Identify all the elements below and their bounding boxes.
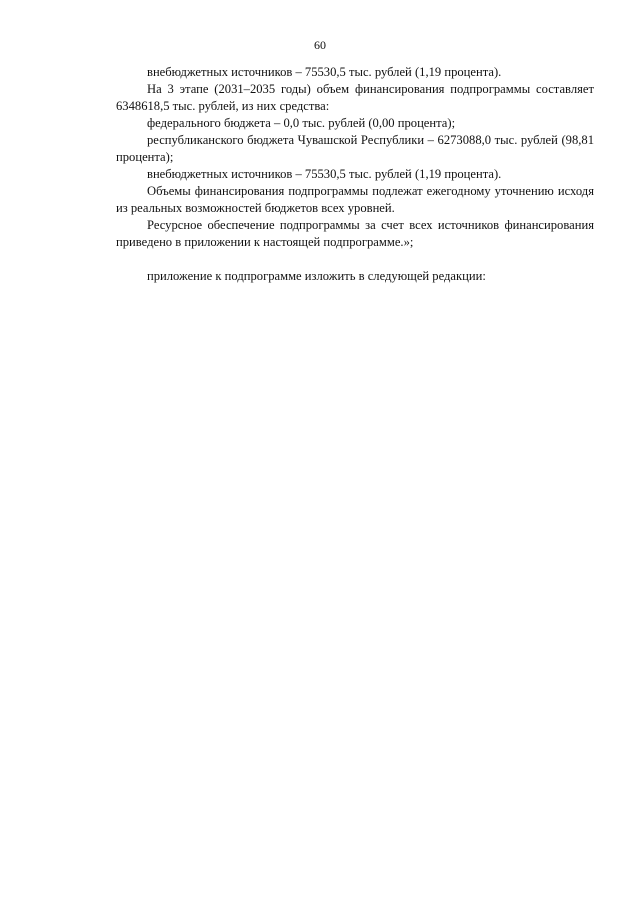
paragraph-appendix-instruction: приложение к подпрограмме изложить в следующей редакции: — [147, 269, 486, 283]
paragraph-stage3-total: На 3 этапе (2031–2035 годы) объем финансирования подпрограммы составляет 6348618,5 тыс. рублей, из них средства: — [116, 82, 594, 113]
paragraph-federal-budget: федерального бюджета – 0,0 тыс. рублей (0,00 процента); — [147, 116, 456, 130]
document-body — [116, 64, 594, 285]
paragraph-republican-budget: республиканского бюджета Чувашской Республики – 6273088,0 тыс. рублей (98,81 процента); — [116, 133, 594, 164]
paragraph-annual-adjustment: Объемы финансирования подпрограммы подлежат ежегодному уточнению исходя из реальных возможностей бюджетов всех уровней. — [116, 184, 594, 215]
paragraph-extrabudgetary-stage3: внебюджетных источников – 75530,5 тыс. рублей (1,19 процента). — [147, 167, 502, 181]
paragraph-extrabudgetary-stage2: внебюджетных источников – 75530,5 тыс. рублей (1,19 процента). — [147, 65, 502, 79]
paragraph-resource-provision: Ресурсное обеспечение подпрограммы за счет всех источников финансирования приведено в приложении к настоящей подпрограмме.»; — [116, 218, 594, 249]
page-number: 60 — [314, 38, 326, 52]
